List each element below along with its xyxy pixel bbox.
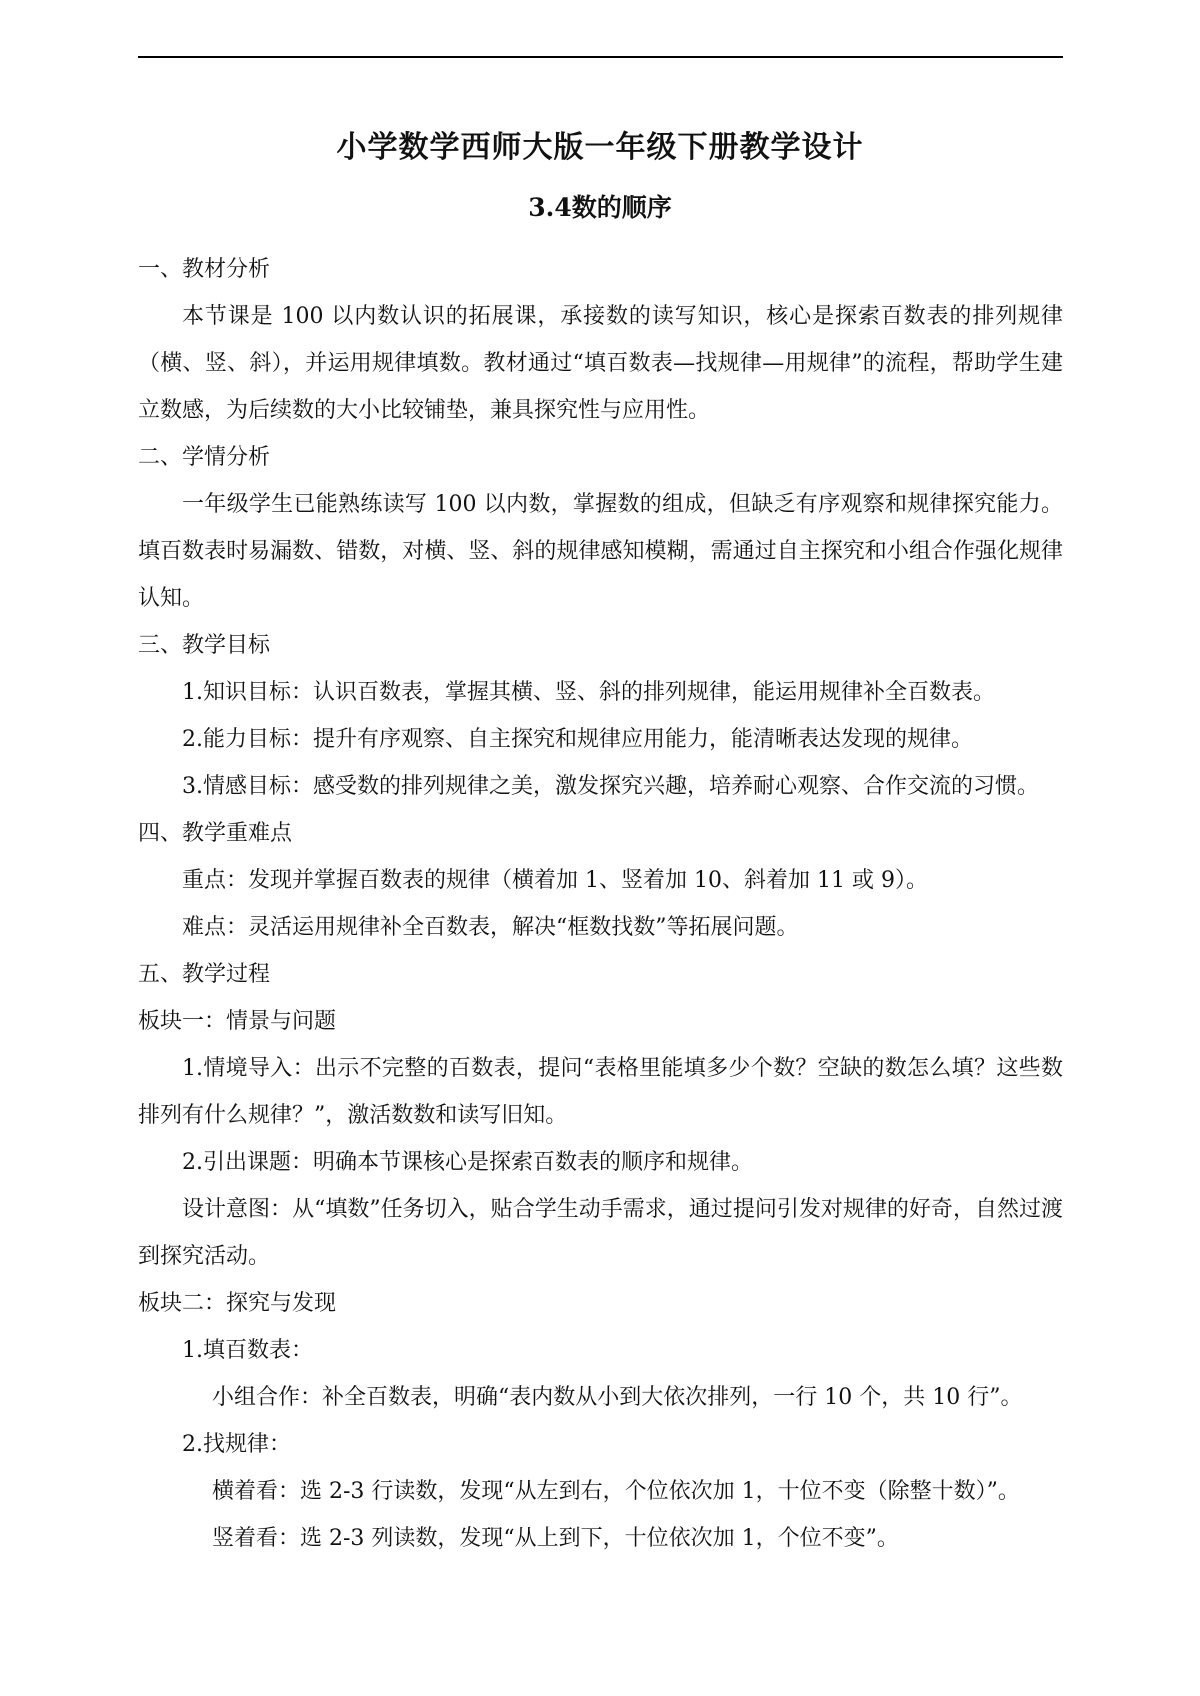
header-rule xyxy=(138,56,1063,58)
paragraph: 1.知识目标：认识百数表，掌握其横、竖、斜的排列规律，能运用规律补全百数表。 xyxy=(182,680,995,705)
paragraph: 一年级学生已能熟练读写 100 以内数，掌握数的组成，但缺乏有序观察和规律探究能力。填百数表时易漏数、错数，对横、竖、斜的规律感知模糊，需通过自主探究和小组合作强化规律认知。 xyxy=(138,492,1063,611)
paragraph: 重点：发现并掌握百数表的规律（横着加 1、竖着加 10、斜着加 11 或 9）。 xyxy=(182,868,928,893)
paragraph: 小组合作：补全百数表，明确“表内数从小到大依次排列，一行 10 个，共 10 行”。 xyxy=(212,1385,1023,1410)
paragraph: 2.能力目标：提升有序观察、自主探究和规律应用能力，能清晰表达发现的规律。 xyxy=(182,727,973,752)
paragraph: 1.填百数表： xyxy=(182,1338,313,1363)
paragraph: 1.情境导入：出示不完整的百数表，提问“表格里能填多少个数？空缺的数怎么填？这些数排列有什么规律？”，激活数数和读写旧知。 xyxy=(138,1056,1063,1128)
paragraph: 2.找规律： xyxy=(182,1432,291,1457)
section-heading: 四、教学重难点 xyxy=(138,821,293,846)
paragraph: 横着看：选 2-3 行读数，发现“从左到右，个位依次加 1，十位不变（除整十数）”。 xyxy=(212,1479,1020,1504)
section-heading: 板块二：探究与发现 xyxy=(138,1291,337,1316)
document-body xyxy=(138,246,1063,1562)
paragraph: 设计意图：从“填数”任务切入，贴合学生动手需求，通过提问引发对规律的好奇，自然过渡到探究活动。 xyxy=(138,1197,1063,1269)
paragraph: 本节课是 100 以内数认识的拓展课，承接数的读写知识，核心是探索百数表的排列规律（横、竖、斜），并运用规律填数。教材通过“填百数表—找规律—用规律”的流程，帮助学生建立数感，为后续数的大小比较铺垫，兼具探究性与应用性。 xyxy=(138,304,1063,423)
document-title: 小学数学西师大版一年级下册教学设计 xyxy=(336,130,864,165)
section-heading: 二、学情分析 xyxy=(138,445,271,470)
section-heading: 五、教学过程 xyxy=(138,962,271,987)
paragraph: 2.引出课题：明确本节课核心是探索百数表的顺序和规律。 xyxy=(182,1150,753,1175)
paragraph: 竖着看：选 2-3 列读数，发现“从上到下，十位依次加 1，个位不变”。 xyxy=(212,1526,899,1551)
lesson-title: 3.4数的顺序 xyxy=(528,193,672,222)
section-heading: 一、教材分析 xyxy=(138,257,271,282)
paragraph: 3.情感目标：感受数的排列规律之美，激发探究兴趣，培养耐心观察、合作交流的习惯。 xyxy=(182,774,1039,799)
paragraph: 难点：灵活运用规律补全百数表，解决“框数找数”等拓展问题。 xyxy=(182,915,799,940)
section-heading: 板块一：情景与问题 xyxy=(138,1009,337,1034)
section-heading: 三、教学目标 xyxy=(138,633,271,658)
